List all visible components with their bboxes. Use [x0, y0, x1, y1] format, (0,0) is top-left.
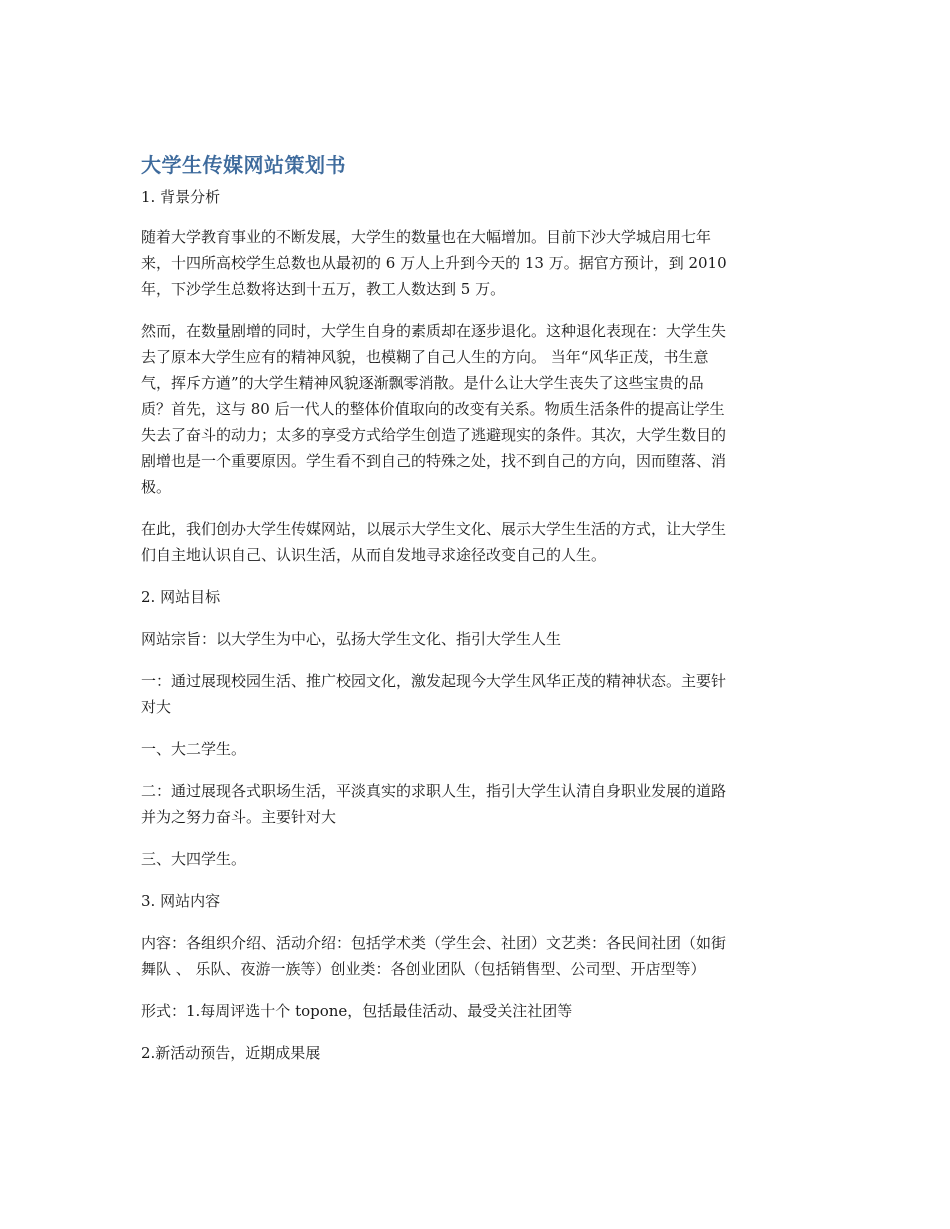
text-line: 年，下沙学生总数将达到十五万，教工人数达到 5 万。	[141, 280, 506, 298]
document-page	[141, 152, 811, 1082]
content-form-2: 2.新活动预告，近期成果展	[141, 1044, 321, 1062]
paragraph-background-2	[141, 318, 811, 500]
section-heading-goal: 2. 网站目标	[141, 588, 221, 606]
text-line: 来，十四所高校学生总数也从最初的 6 万人上升到今天的 13 万。据官方预计，到 2010	[141, 254, 727, 272]
text-line: 气，挥斥方遒”的大学生精神风貌逐渐飘零消散。是什么让大学生丧失了这些宝贵的品	[141, 374, 704, 392]
text-line: 在此，我们创办大学生传媒网站，以展示大学生文化、展示大学生生活的方式，让大学生	[141, 520, 727, 538]
content-description	[141, 930, 811, 982]
text-line: 内容：各组织介绍、活动介绍：包括学术类（学生会、社团）文艺类：各民间社团（如街	[141, 934, 727, 952]
paragraph-background-1	[141, 224, 811, 302]
text-line: 去了原本大学生应有的精神风貌，也模糊了自己人生的方向。 当年“风华正茂，书生意	[141, 348, 709, 366]
goal-one	[141, 668, 811, 720]
text-line: 随着大学教育事业的不断发展，大学生的数量也在大幅增加。目前下沙大学城启用七年	[141, 228, 712, 246]
text-line: 剧增也是一个重要原因。学生看不到自己的特殊之处，找不到自己的方向，因而堕落、消	[141, 452, 727, 470]
text-line: 对大	[141, 698, 172, 716]
text-line: 二：通过展现各式职场生活，平淡真实的求职人生，指引大学生认清自身职业发展的道路	[141, 782, 727, 800]
text-line: 一：通过展现校园生活、推广校园文化，激发起现今大学生风华正茂的精神状态。主要针	[141, 672, 727, 690]
content-form: 形式：1.每周评选十个 topone，包括最佳活动、最受关注社团等	[141, 1002, 573, 1020]
goal-one-target: 一、大二学生。	[141, 740, 247, 758]
text-line: 极。	[141, 478, 172, 496]
text-line: 舞队 、 乐队、夜游一族等）创业类：各创业团队（包括销售型、公司型、开店型等）	[141, 960, 706, 978]
text-line: 质？首先，这与 80 后一代人的整体价值取向的改变有关系。物质生活条件的提高让学生	[141, 400, 725, 418]
goal-purpose: 网站宗旨：以大学生为中心，弘扬大学生文化、指引大学生人生	[141, 630, 562, 648]
section-heading-content: 3. 网站内容	[141, 892, 221, 910]
text-line: 们自主地认识自己、认识生活，从而自发地寻求途径改变自己的人生。	[141, 546, 607, 564]
goal-two-target: 三、大四学生。	[141, 850, 247, 868]
paragraph-background-3	[141, 516, 811, 568]
text-line: 然而，在数量剧增的同时，大学生自身的素质却在逐步退化。这种退化表现在：大学生失	[141, 322, 727, 340]
text-line: 并为之努力奋斗。主要针对大	[141, 808, 337, 826]
text-line: 失去了奋斗的动力；太多的享受方式给学生创造了逃避现实的条件。其次，大学生数目的	[141, 426, 727, 444]
document-title: 大学生传媒网站策划书	[141, 153, 346, 177]
section-heading-background: 1. 背景分析	[141, 188, 221, 206]
goal-two	[141, 778, 811, 830]
